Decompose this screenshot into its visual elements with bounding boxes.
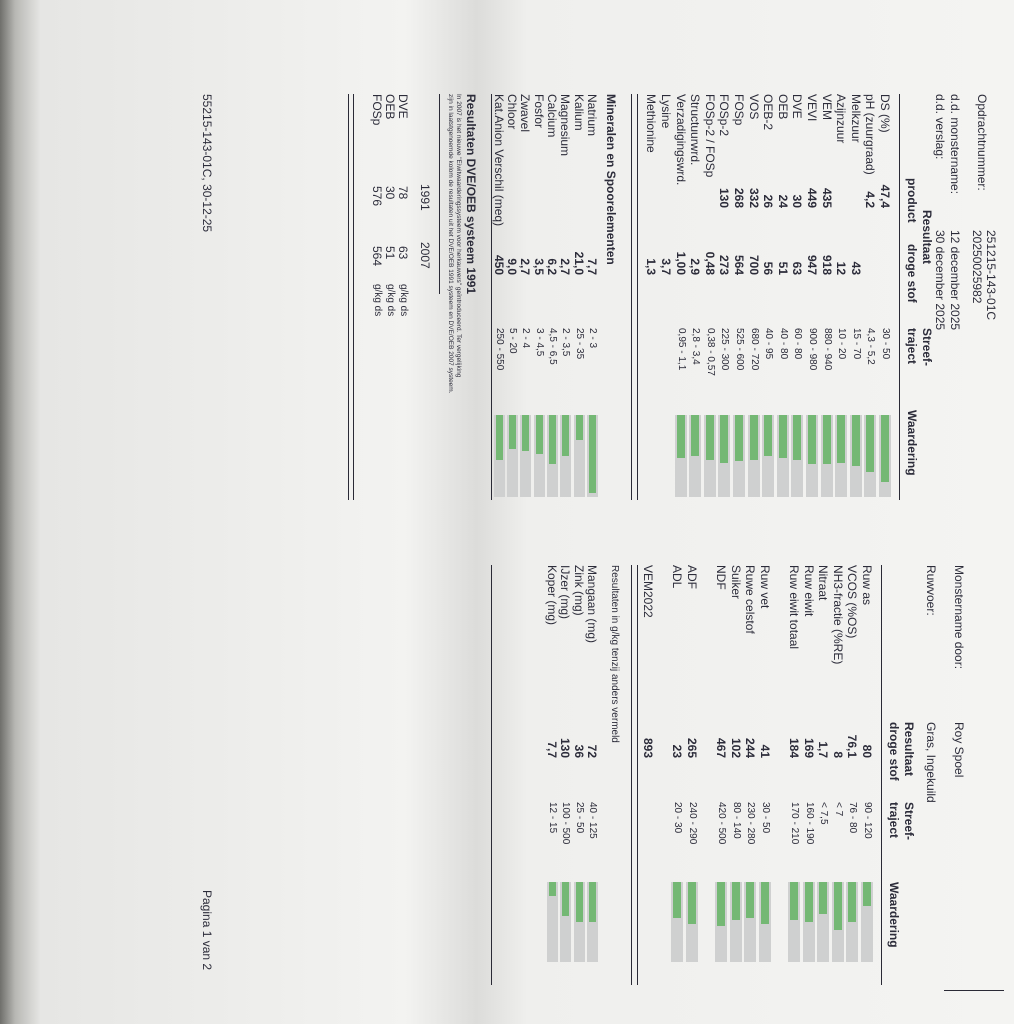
row-label: Ruwe celstof (743, 565, 758, 634)
row-range: < 7 (832, 802, 844, 817)
row-bar-fill (735, 415, 743, 461)
row-product: 30 (790, 194, 805, 208)
mineral-range: 2 - 3 (587, 328, 598, 349)
monstername-label: d.d. monstername: (948, 94, 962, 195)
dve-bottom-rule (353, 94, 354, 500)
mineral-bar-fill (549, 882, 556, 896)
row-range: 230 - 280 (745, 802, 757, 845)
mineral-bar-fill (536, 415, 543, 454)
mineral-label: Kalium (571, 94, 586, 131)
mineral-label: Zink (mg) (571, 565, 586, 616)
row-label: DS (%) (878, 94, 892, 133)
right-waardering-header: Waardering (887, 882, 901, 948)
row-bar-fill (764, 415, 772, 456)
left-mid-rule (637, 94, 638, 500)
mineral-bar-fill (523, 415, 530, 451)
mineral-value: 6,2 (545, 258, 560, 275)
row-product: 268 (732, 187, 746, 208)
dve-title: Resultaten DVE/OEB systeem 1991 (464, 94, 478, 295)
row-range: 30 - 50 (759, 802, 771, 834)
row-label: FOSp-2 (717, 94, 732, 137)
row-label: Ruw vet (757, 565, 772, 609)
row-label: OEB (775, 94, 790, 120)
right-bottom-rule (491, 565, 492, 985)
row-product: 130 (717, 187, 732, 208)
row-bar-fill (720, 415, 728, 463)
verslag-label: d.d. verslag: (933, 94, 947, 160)
row-drogestof: 43 (848, 261, 863, 275)
row-bar-fill (863, 882, 871, 906)
row-drogestof: 947 (805, 254, 819, 275)
dve-2007: 63 (396, 246, 410, 260)
row-label: FOSp (732, 94, 746, 126)
row-bar-fill (706, 415, 714, 460)
row-range: 420 - 500 (716, 802, 727, 845)
monstername-value: 12 december 2025 (948, 230, 962, 331)
row-drogestof: 3,7 (659, 258, 673, 275)
row-range: 60 - 80 (792, 328, 804, 360)
row-label: FOSp-2 / FOSp (702, 94, 717, 178)
mineral-bar-fill (589, 415, 596, 493)
mineral-value: 7,7 (585, 258, 599, 275)
row-range: 0,38 - 0,57 (704, 328, 716, 376)
row-label: ADF (684, 565, 699, 589)
row-value: 184 (787, 737, 801, 758)
row-value: 467 (714, 737, 728, 758)
row-drogestof: 564 (732, 254, 746, 275)
mineral-bar-fill (562, 882, 569, 916)
row-bar-fill (823, 415, 831, 464)
mineral-bar-fill (576, 415, 583, 440)
row-label: NH3-fractie (%RE) (830, 565, 845, 665)
mineral-value: 7,7 (545, 741, 560, 758)
footer-page: Pagina 1 van 2 (200, 890, 214, 971)
row-product: 26 (761, 194, 776, 208)
row-drogestof: 12 (834, 261, 849, 275)
row-range: 80 - 140 (730, 802, 742, 839)
row-product: 332 (746, 187, 761, 208)
mineral-label: Mangaan (mg) (585, 565, 599, 644)
verslag-value: 30 december 2025 (933, 230, 947, 331)
row-drogestof: 51 (775, 261, 790, 275)
row-drogestof: 1,00 (673, 251, 688, 275)
footer-code: 55215-143-01C, 30-12-25 (200, 94, 214, 233)
row-bar-fill (673, 882, 681, 918)
row-product: 4,2 (863, 191, 878, 208)
row-label: VEM (819, 94, 834, 121)
dve-label: FOSp (370, 94, 384, 126)
opdracht-value: 251215-143-01C (984, 230, 998, 321)
monstername-door-value: Roy Spoel (952, 722, 966, 778)
row-bar-fill (691, 415, 699, 456)
right-units-note: Resultaten in g/kg tenzij anders vermeld (609, 565, 620, 743)
minerals-title: Mineralen en Spoorelementen (604, 94, 618, 265)
dve-unit: g/kg ds (372, 284, 383, 317)
row-value: 80 (860, 744, 874, 758)
monstername-door-label: Monstername door: (952, 565, 966, 670)
row-value: 244 (743, 737, 758, 758)
row-product: 24 (775, 194, 790, 208)
row-bar-fill (866, 415, 874, 472)
row-label: Verzadigingswrd. (673, 94, 688, 186)
dve-note-2: zijn in laatstgenoemde kolom de resultaten uit het DVE/OEB 1991 systeem en DVE/OEB 2007 systeem. (447, 94, 454, 394)
mineral-value: 72 (585, 744, 599, 758)
mineral-bar-fill (562, 415, 569, 456)
dve-top-rule (439, 94, 440, 294)
row-bar-fill (732, 882, 740, 920)
row-range: 15 - 70 (850, 328, 862, 360)
row-range: 880 - 940 (821, 328, 833, 371)
row-drogestof: 1,3 (644, 258, 659, 275)
mineral-label: Zwavel (518, 94, 533, 133)
row-value: 8 (830, 751, 845, 758)
row-label: Ruw as (860, 565, 874, 606)
row-bar-fill (805, 882, 813, 922)
dve-bottom-rule-2 (348, 94, 349, 500)
left-bottom-rule (491, 94, 492, 500)
row-range: 160 - 190 (803, 802, 815, 845)
mineral-range: 5 - 20 (507, 328, 519, 354)
dve-label: DVE (396, 94, 410, 119)
opdracht-value-2: 20250025982 (970, 230, 984, 304)
row-label: VEVI (805, 94, 819, 122)
row-label: NDF (714, 565, 728, 590)
row-value: 76,1 (845, 734, 860, 758)
left-mid-rule-2 (631, 94, 632, 500)
ruwvoer-label: Ruwvoer: (924, 565, 938, 616)
mineral-bar-fill (549, 415, 556, 464)
row-drogestof: 0,48 (702, 251, 717, 275)
row-product: 449 (805, 187, 819, 208)
mineral-label: Calcium (545, 94, 560, 138)
mineral-value: 130 (558, 737, 573, 758)
mineral-label: Fosfor (531, 94, 546, 129)
row-label: pH (zuurgraad) (863, 94, 878, 175)
dve-1991: 576 (370, 186, 384, 207)
row-bar-fill (834, 882, 842, 930)
mineral-range: 3 - 4,5 (533, 328, 545, 357)
right-resultaat-header: Resultaat (902, 722, 916, 777)
row-bar-fill (790, 882, 798, 920)
row-bar-fill (852, 415, 860, 466)
row-range: < 7,5 (818, 802, 830, 825)
ruwvoer-value: Gras, Ingekuild (924, 722, 938, 803)
mineral-value: 36 (571, 744, 586, 758)
row-label: Suiker (728, 565, 743, 600)
row-drogestof: 63 (790, 261, 805, 275)
mineral-range: 25 - 35 (573, 328, 585, 360)
row-range: 30 - 50 (880, 328, 891, 360)
row-range: 10 - 20 (836, 328, 848, 360)
left-product-header: product (905, 178, 919, 223)
row-range: 90 - 120 (862, 802, 873, 839)
row-value: 893 (641, 737, 655, 758)
right-streef-header: Streef- (902, 802, 916, 841)
row-drogestof: 2,9 (688, 258, 703, 275)
row-range: 900 - 980 (807, 328, 818, 371)
row-drogestof: 273 (717, 254, 732, 275)
row-bar-fill (848, 882, 856, 922)
mineral-value: 450 (491, 254, 506, 275)
row-bar-fill (677, 415, 685, 458)
left-drogestof-header: droge stof (905, 244, 919, 303)
row-bar-fill (750, 415, 758, 460)
mineral-value: 9,0 (505, 258, 520, 275)
row-range: 525 - 600 (734, 328, 745, 371)
row-drogestof: 700 (746, 254, 761, 275)
row-range: 4,3 - 5,2 (865, 328, 877, 365)
left-header-rule (899, 94, 900, 500)
mineral-label: Magnesium (558, 94, 573, 157)
mineral-label: Natrium (585, 94, 599, 137)
mineral-range: 4,5 - 6,5 (547, 328, 559, 365)
row-bar-fill (793, 415, 801, 460)
row-label: Azijnzuur (834, 94, 849, 144)
left-streef-header: Streef- (920, 328, 934, 367)
dve-col-2007: 2007 (418, 242, 432, 269)
dve-2007: 564 (370, 246, 384, 267)
mineral-label: IJzer (mg) (558, 565, 573, 619)
row-label: DVE (790, 94, 805, 119)
row-bar-fill (688, 882, 696, 924)
mineral-value: 21,0 (571, 251, 586, 275)
mineral-label: Koper (mg) (545, 565, 560, 626)
row-label: ADL (670, 565, 685, 589)
row-range: 170 - 210 (789, 802, 800, 845)
row-value: 41 (757, 744, 772, 758)
row-value: 23 (670, 744, 685, 758)
dve-unit: g/kg ds (398, 284, 409, 317)
row-bar-fill (779, 415, 787, 458)
row-bar-fill (717, 882, 725, 926)
mineral-range: 250 - 550 (493, 328, 505, 371)
row-label: VCOS (%OS) (845, 565, 860, 639)
row-label: Lysine (659, 94, 673, 129)
row-bar-fill (819, 882, 827, 914)
dve-2007: 51 (383, 246, 397, 260)
dve-1991: 30 (383, 186, 397, 200)
row-label: Ruw eiwit (801, 565, 816, 617)
row-range: 240 - 290 (686, 802, 698, 845)
mineral-range: 2 - 4 (520, 328, 532, 349)
left-resultaat-header: Resultaat (920, 210, 934, 265)
mineral-label: Chloor (505, 94, 520, 130)
right-mid-rule (637, 565, 638, 985)
row-range: 40 - 95 (763, 328, 775, 360)
row-label: Structuurwrd. (688, 94, 703, 166)
row-range: 76 - 80 (847, 802, 859, 834)
mineral-range: 12 - 15 (547, 802, 559, 834)
row-range: 40 - 80 (777, 328, 789, 360)
mineral-bar-fill (496, 415, 503, 460)
row-bar-fill (761, 882, 769, 924)
row-label: Melkzuur (848, 94, 863, 143)
row-value: 1,7 (816, 741, 831, 758)
mineral-range: 40 - 125 (587, 802, 598, 839)
row-value: 102 (728, 737, 743, 758)
row-range: 2,8 - 3,4 (690, 328, 702, 365)
analysis-report-page (84, 10, 1004, 1010)
right-header-rule (881, 565, 882, 985)
header-corner-line (944, 990, 1004, 991)
dve-label: OEB (383, 94, 397, 120)
left-waardering-header: Waardering (905, 410, 919, 476)
mineral-value: 2,7 (518, 258, 533, 275)
row-bar-fill (881, 415, 889, 482)
row-label: Methionine (644, 94, 659, 153)
dve-unit: g/kg ds (385, 284, 396, 317)
right-mid-rule-2 (631, 565, 632, 985)
row-range: 0,95 - 1,1 (675, 328, 687, 371)
row-drogestof: 918 (819, 254, 834, 275)
row-product: 435 (819, 187, 834, 208)
mineral-range: 2 - 3,5 (560, 328, 572, 357)
row-range: 680 - 720 (748, 328, 760, 371)
mineral-label: Kat.Anion Verschil (meq) (491, 94, 506, 227)
dve-1991: 78 (396, 186, 410, 200)
row-product: 47,4 (878, 184, 892, 208)
mineral-bar-fill (576, 882, 583, 922)
row-bar-fill (837, 415, 845, 463)
row-label: OEB-2 (761, 94, 776, 131)
row-label: Ruw eiwit totaal (787, 565, 801, 650)
mineral-value: 2,7 (558, 258, 573, 275)
mineral-range: 100 - 500 (560, 802, 572, 845)
row-value: 169 (801, 737, 816, 758)
right-traject-header: traject (887, 802, 901, 839)
mineral-range: 25 - 50 (573, 802, 585, 834)
row-bar-fill (746, 882, 754, 918)
row-bar-fill (808, 415, 816, 464)
row-drogestof: 56 (761, 261, 776, 275)
mineral-bar-fill (589, 882, 596, 922)
row-label: VOS (746, 94, 761, 120)
row-range: 20 - 30 (672, 802, 684, 834)
row-label: Nitraat (816, 565, 831, 601)
dve-note-1: In 2007 is het nieuwe "Eiwitwaarderingssysteem voor herkauwers" geïntroduceerd. Ter vergelijking (455, 94, 462, 378)
dve-col-1991: 1991 (418, 184, 432, 211)
mineral-bar-fill (509, 415, 516, 449)
row-value: 265 (684, 737, 699, 758)
opdracht-label: Opdrachtnummer: (975, 94, 989, 191)
left-traject-header: traject (905, 328, 919, 365)
mineral-value: 3,5 (531, 258, 546, 275)
right-drogestof-header: droge stof (887, 722, 901, 781)
row-label: VEM2022 (641, 565, 655, 618)
row-range: 225 - 300 (719, 328, 731, 371)
